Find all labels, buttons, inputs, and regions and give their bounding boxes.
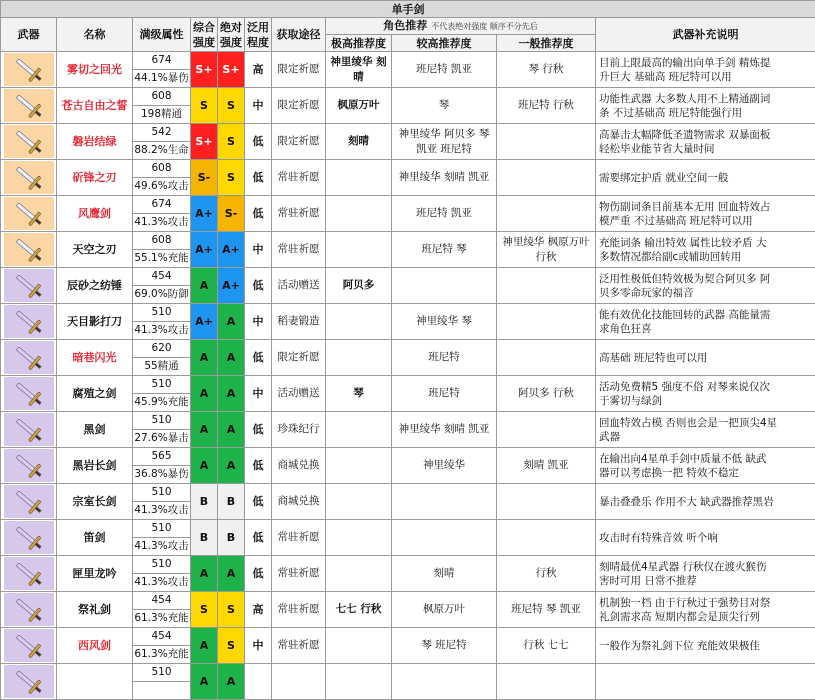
- weapon-image-cell: [1, 196, 57, 232]
- weapon-name: 天空之刃: [57, 232, 133, 268]
- base-atk: 454: [133, 628, 191, 646]
- header-name: 名称: [57, 18, 133, 52]
- sword-icon: [4, 557, 54, 590]
- sword-icon: [4, 521, 54, 554]
- rec-low: 行秋: [497, 556, 596, 592]
- rec-high: [326, 556, 392, 592]
- generality: 低: [245, 412, 272, 448]
- generality: 中: [245, 628, 272, 664]
- base-atk: 510: [133, 520, 191, 538]
- weapon-note: 物伤副词条目前基本无用 回血特效占 模严重 不过基础高 班尼特可以用: [596, 196, 815, 232]
- overall-grade: S-: [191, 160, 218, 196]
- weapon-note: 泛用性极低但特效极为契合阿贝多 阿 贝多零命玩家的福音: [596, 268, 815, 304]
- generality: 低: [245, 160, 272, 196]
- table-row: [1, 124, 815, 142]
- base-atk: 565: [133, 448, 191, 466]
- weapon-image-cell: [1, 484, 57, 520]
- base-atk: 510: [133, 556, 191, 574]
- sword-icon: [4, 341, 54, 374]
- weapon-note: 暴击叠叠乐 作用不大 缺武器推荐黑岩: [596, 484, 815, 520]
- weapon-name: 宗室长剑: [57, 484, 133, 520]
- sword-icon: [4, 305, 54, 338]
- source: 限定祈愿: [272, 340, 326, 376]
- rec-mid: 班尼特 琴: [392, 232, 497, 268]
- source: 珍珠纪行: [272, 412, 326, 448]
- overall-grade: A: [191, 448, 218, 484]
- sword-icon: [4, 89, 54, 122]
- rec-low: 琴 行秋: [497, 52, 596, 88]
- absolute-grade: A+: [218, 268, 245, 304]
- source: 限定祈愿: [272, 124, 326, 160]
- rec-low: [497, 664, 596, 700]
- table-row: [1, 304, 815, 322]
- rec-mid: 班尼特: [392, 376, 497, 412]
- rec-high: [326, 628, 392, 664]
- absolute-grade: S: [218, 88, 245, 124]
- absolute-grade: A: [218, 448, 245, 484]
- weapon-note: 高基础 班尼特也可以用: [596, 340, 815, 376]
- absolute-grade: A: [218, 376, 245, 412]
- overall-grade: A+: [191, 196, 218, 232]
- source: [272, 664, 326, 700]
- weapon-name: [57, 664, 133, 700]
- sword-icon: [4, 269, 54, 302]
- weapon-note: 功能性武器 大多数人用不上精通副词 条 不过基础高 班尼特能强行用: [596, 88, 815, 124]
- base-atk: 608: [133, 160, 191, 178]
- table-row: [1, 628, 815, 646]
- absolute-grade: S: [218, 160, 245, 196]
- sub-stat: 55精通: [133, 358, 191, 376]
- weapon-name: 风鹰剑: [57, 196, 133, 232]
- rec-high: 刻晴: [326, 124, 392, 160]
- table-row: [1, 412, 815, 430]
- rec-low: 班尼特 行秋: [497, 88, 596, 124]
- weapon-image-cell: [1, 664, 57, 700]
- weapon-image-cell: [1, 304, 57, 340]
- weapon-image-cell: [1, 340, 57, 376]
- overall-grade: S: [191, 88, 218, 124]
- weapon-image-cell: [1, 268, 57, 304]
- weapon-note: 刻晴最优4星武器 行秋仅在渡火猴伤 害时可用 日常不推荐: [596, 556, 815, 592]
- header-generality: 泛用程度: [245, 18, 272, 52]
- weapon-name: 暗巷闪光: [57, 340, 133, 376]
- table-row: [1, 448, 815, 466]
- rec-mid: 班尼特 凯亚: [392, 52, 497, 88]
- generality: 低: [245, 556, 272, 592]
- source: 常驻祈愿: [272, 232, 326, 268]
- weapon-note: 回血特效占模 否则也会是一把顶尖4星 武器: [596, 412, 815, 448]
- rec-mid: 神里绫华 刻晴 凯亚: [392, 160, 497, 196]
- weapon-image-cell: [1, 520, 57, 556]
- generality: 低: [245, 484, 272, 520]
- absolute-grade: A: [218, 412, 245, 448]
- sword-icon: [4, 161, 54, 194]
- rec-low: [497, 484, 596, 520]
- rec-high: [326, 196, 392, 232]
- source: 活动赠送: [272, 376, 326, 412]
- header-role: [326, 18, 596, 35]
- table-row: [1, 556, 815, 574]
- header-absolute: 绝对强度: [218, 18, 245, 52]
- weapon-image-cell: [1, 160, 57, 196]
- rec-high: [326, 412, 392, 448]
- overall-grade: A: [191, 628, 218, 664]
- rec-high: 阿贝多: [326, 268, 392, 304]
- sword-icon: [4, 197, 54, 230]
- table-row: [1, 268, 815, 286]
- absolute-grade: B: [218, 520, 245, 556]
- rec-mid: 枫原万叶: [392, 592, 497, 628]
- rec-high: [326, 160, 392, 196]
- rec-mid: [392, 664, 497, 700]
- source: 常驻祈愿: [272, 520, 326, 556]
- table-row: [1, 88, 815, 106]
- weapon-note: 攻击时有特殊音效 听个响: [596, 520, 815, 556]
- weapon-name: 黑岩长剑: [57, 448, 133, 484]
- weapon-image-cell: [1, 52, 57, 88]
- sub-stat: 44.1%暴伤: [133, 70, 191, 88]
- sword-icon: [4, 53, 54, 86]
- table-title: 单手剑: [1, 1, 815, 18]
- overall-grade: A+: [191, 304, 218, 340]
- weapon-note: 目前上限最高的输出向单手剑 精炼提 升巨大 基础高 班尼特可以用: [596, 52, 815, 88]
- header-role-note: 不代表绝对强度 顺序不分先后: [431, 22, 538, 31]
- base-atk: 454: [133, 592, 191, 610]
- rec-low: 班尼特 琴 凯亚: [497, 592, 596, 628]
- table-row: [1, 376, 815, 394]
- overall-grade: A: [191, 268, 218, 304]
- generality: [245, 664, 272, 700]
- weapon-image-cell: [1, 556, 57, 592]
- rec-high: [326, 520, 392, 556]
- sub-stat: 41.3%攻击: [133, 574, 191, 592]
- absolute-grade: S: [218, 124, 245, 160]
- sword-icon: [4, 125, 54, 158]
- base-atk: 608: [133, 88, 191, 106]
- rec-low: [497, 304, 596, 340]
- absolute-grade: A: [218, 556, 245, 592]
- weapon-name: 祭礼剑: [57, 592, 133, 628]
- generality: 中: [245, 304, 272, 340]
- rec-high: [326, 232, 392, 268]
- rec-mid: 班尼特: [392, 340, 497, 376]
- rec-mid: [392, 520, 497, 556]
- sub-stat: 41.3%攻击: [133, 214, 191, 232]
- source: 商城兑换: [272, 448, 326, 484]
- absolute-grade: S: [218, 628, 245, 664]
- overall-grade: B: [191, 484, 218, 520]
- source: 常驻祈愿: [272, 556, 326, 592]
- base-atk: 510: [133, 412, 191, 430]
- sub-stat: 198精通: [133, 106, 191, 124]
- absolute-grade: S-: [218, 196, 245, 232]
- rec-low: [497, 124, 596, 160]
- header-notes: 武器补充说明: [596, 18, 815, 52]
- rec-mid: 琴 班尼特: [392, 628, 497, 664]
- overall-grade: A: [191, 664, 218, 700]
- weapon-name: 苍古自由之誓: [57, 88, 133, 124]
- overall-grade: S+: [191, 124, 218, 160]
- rec-high: [326, 304, 392, 340]
- weapon-note: 机制独一档 由于行秋过于强势目对祭 礼剑需求高 短期内都会是顶尖行列: [596, 592, 815, 628]
- rec-high: 七七 行秋: [326, 592, 392, 628]
- weapon-note: 高暴击太幅降低圣遗物需求 双暴面板 轻松毕业能节省大量时间: [596, 124, 815, 160]
- generality: 低: [245, 520, 272, 556]
- sub-stat: 61.3%充能: [133, 610, 191, 628]
- weapon-note: 在输出向4星单手剑中质量不低 缺武 器可以考虑换一把 特效不稳定: [596, 448, 815, 484]
- weapon-image-cell: [1, 232, 57, 268]
- rec-low: [497, 520, 596, 556]
- base-atk: 510: [133, 304, 191, 322]
- base-atk: 510: [133, 376, 191, 394]
- sword-icon: [4, 629, 54, 662]
- generality: 低: [245, 340, 272, 376]
- base-atk: 454: [133, 268, 191, 286]
- source: 限定祈愿: [272, 88, 326, 124]
- rec-low: 刻晴 凯亚: [497, 448, 596, 484]
- rec-low: 行秋 七七: [497, 628, 596, 664]
- table-row: [1, 232, 815, 250]
- overall-grade: A: [191, 340, 218, 376]
- rec-high: 神里绫华 刻晴: [326, 52, 392, 88]
- weapon-image-cell: [1, 592, 57, 628]
- absolute-grade: A: [218, 664, 245, 700]
- overall-grade: S: [191, 592, 218, 628]
- rec-high: [326, 484, 392, 520]
- absolute-grade: A: [218, 340, 245, 376]
- base-atk: 674: [133, 196, 191, 214]
- rec-mid: 琴: [392, 88, 497, 124]
- sub-stat: 49.6%攻击: [133, 178, 191, 196]
- generality: 低: [245, 124, 272, 160]
- sword-icon: [4, 377, 54, 410]
- sword-icon: [4, 449, 54, 482]
- sub-stat: 36.8%暴伤: [133, 466, 191, 484]
- weapon-name: 天目影打刀: [57, 304, 133, 340]
- rec-high: 琴: [326, 376, 392, 412]
- generality: 低: [245, 268, 272, 304]
- sword-icon: [4, 413, 54, 446]
- source: 商城兑换: [272, 484, 326, 520]
- table-row: [1, 160, 815, 178]
- generality: 低: [245, 448, 272, 484]
- weapon-name: 磐岩结绿: [57, 124, 133, 160]
- source: 常驻祈愿: [272, 160, 326, 196]
- header-weapon: 武器: [1, 18, 57, 52]
- source: 常驻祈愿: [272, 196, 326, 232]
- header-rec-mid: 较高推荐度: [392, 35, 497, 52]
- rec-low: [497, 412, 596, 448]
- generality: 高: [245, 52, 272, 88]
- source: 常驻祈愿: [272, 592, 326, 628]
- header-role-label: 角色推荐: [383, 19, 427, 32]
- header-rec-low: 一般推荐度: [497, 35, 596, 52]
- table-row: [1, 520, 815, 538]
- overall-grade: A: [191, 556, 218, 592]
- weapon-note: 充能词条 输出特效 属性比较矛盾 大 多数情况都给副c或辅助回转用: [596, 232, 815, 268]
- weapon-rows: [1, 52, 815, 700]
- header-source: 获取途径: [272, 18, 326, 52]
- weapon-name: 笛剑: [57, 520, 133, 556]
- generality: 中: [245, 232, 272, 268]
- absolute-grade: S+: [218, 52, 245, 88]
- weapon-image-cell: [1, 88, 57, 124]
- overall-grade: A+: [191, 232, 218, 268]
- weapon-name: 西风剑: [57, 628, 133, 664]
- weapon-image-cell: [1, 628, 57, 664]
- weapon-note: 需要绑定护盾 就业空间一般: [596, 160, 815, 196]
- rec-low: [497, 196, 596, 232]
- base-atk: 510: [133, 664, 191, 682]
- rec-low: [497, 160, 596, 196]
- table-row: [1, 664, 815, 682]
- absolute-grade: B: [218, 484, 245, 520]
- table-row: [1, 196, 815, 214]
- sub-stat: 45.9%充能: [133, 394, 191, 412]
- rec-mid: 刻晴: [392, 556, 497, 592]
- table-row: [1, 52, 815, 70]
- sub-stat: 41.3%攻击: [133, 322, 191, 340]
- header-overall: 综合强度: [191, 18, 218, 52]
- rec-mid: [392, 268, 497, 304]
- base-atk: 674: [133, 52, 191, 70]
- rec-high: [326, 340, 392, 376]
- sub-stat: 61.3%充能: [133, 646, 191, 664]
- weapon-note: 活动免费精5 强度不俗 对琴来说仅次 于雾切与绿剑: [596, 376, 815, 412]
- sub-stat: 55.1%充能: [133, 250, 191, 268]
- absolute-grade: A+: [218, 232, 245, 268]
- sub-stat: 41.3%攻击: [133, 502, 191, 520]
- rec-mid: 班尼特 凯亚: [392, 196, 497, 232]
- base-atk: 608: [133, 232, 191, 250]
- source: 限定祈愿: [272, 52, 326, 88]
- weapon-name: 斫锋之刃: [57, 160, 133, 196]
- weapon-note: 能有效优化技能回转的武器 高能量需 求角色狂喜: [596, 304, 815, 340]
- rec-mid: [392, 484, 497, 520]
- rec-mid: 神里绫华: [392, 448, 497, 484]
- sword-icon: [4, 665, 54, 698]
- absolute-grade: A: [218, 304, 245, 340]
- base-atk: 510: [133, 484, 191, 502]
- rec-high: 枫原万叶: [326, 88, 392, 124]
- base-atk: 620: [133, 340, 191, 358]
- rec-low: 神里绫华 枫原万叶 行秋: [497, 232, 596, 268]
- sub-stat: 41.3%攻击: [133, 538, 191, 556]
- generality: 中: [245, 88, 272, 124]
- sub-stat: 27.6%暴击: [133, 430, 191, 448]
- rec-low: [497, 340, 596, 376]
- sword-icon: [4, 233, 54, 266]
- source: 活动赠送: [272, 268, 326, 304]
- weapon-image-cell: [1, 448, 57, 484]
- weapon-name: 匣里龙吟: [57, 556, 133, 592]
- source: 稻妻锻造: [272, 304, 326, 340]
- overall-grade: A: [191, 412, 218, 448]
- sub-stat: 69.0%防御: [133, 286, 191, 304]
- sword-icon: [4, 593, 54, 626]
- weapon-name: 黑剑: [57, 412, 133, 448]
- source: 常驻祈愿: [272, 628, 326, 664]
- overall-grade: A: [191, 376, 218, 412]
- weapon-name: 腐殖之剑: [57, 376, 133, 412]
- table-row: [1, 484, 815, 502]
- weapon-name: 辰砂之纺锤: [57, 268, 133, 304]
- weapon-image-cell: [1, 124, 57, 160]
- table-row: [1, 592, 815, 610]
- weapon-image-cell: [1, 412, 57, 448]
- sub-stat: 88.2%生命: [133, 142, 191, 160]
- rec-low: 阿贝多 行秋: [497, 376, 596, 412]
- rec-mid: 神里绫华 阿贝多 琴 凯亚 班尼特: [392, 124, 497, 160]
- absolute-grade: S: [218, 592, 245, 628]
- table-row: [1, 340, 815, 358]
- header-rec-high: 极高推荐度: [326, 35, 392, 52]
- rec-high: [326, 448, 392, 484]
- rec-mid: 神里绫华 琴: [392, 304, 497, 340]
- rec-high: [326, 664, 392, 700]
- weapon-image-cell: [1, 376, 57, 412]
- rec-mid: 神里绫华 刻晴 凯亚: [392, 412, 497, 448]
- generality: 高: [245, 592, 272, 628]
- weapon-note: 一般作为祭礼剑下位 充能效果极佳: [596, 628, 815, 664]
- rec-low: [497, 268, 596, 304]
- generality: 中: [245, 376, 272, 412]
- sword-icon: [4, 485, 54, 518]
- weapon-note: [596, 664, 815, 700]
- base-atk: 542: [133, 124, 191, 142]
- sub-stat: [133, 682, 191, 700]
- overall-grade: S+: [191, 52, 218, 88]
- header-stats: 满级属性: [133, 18, 191, 52]
- weapon-name: 雾切之回光: [57, 52, 133, 88]
- generality: 低: [245, 196, 272, 232]
- overall-grade: B: [191, 520, 218, 556]
